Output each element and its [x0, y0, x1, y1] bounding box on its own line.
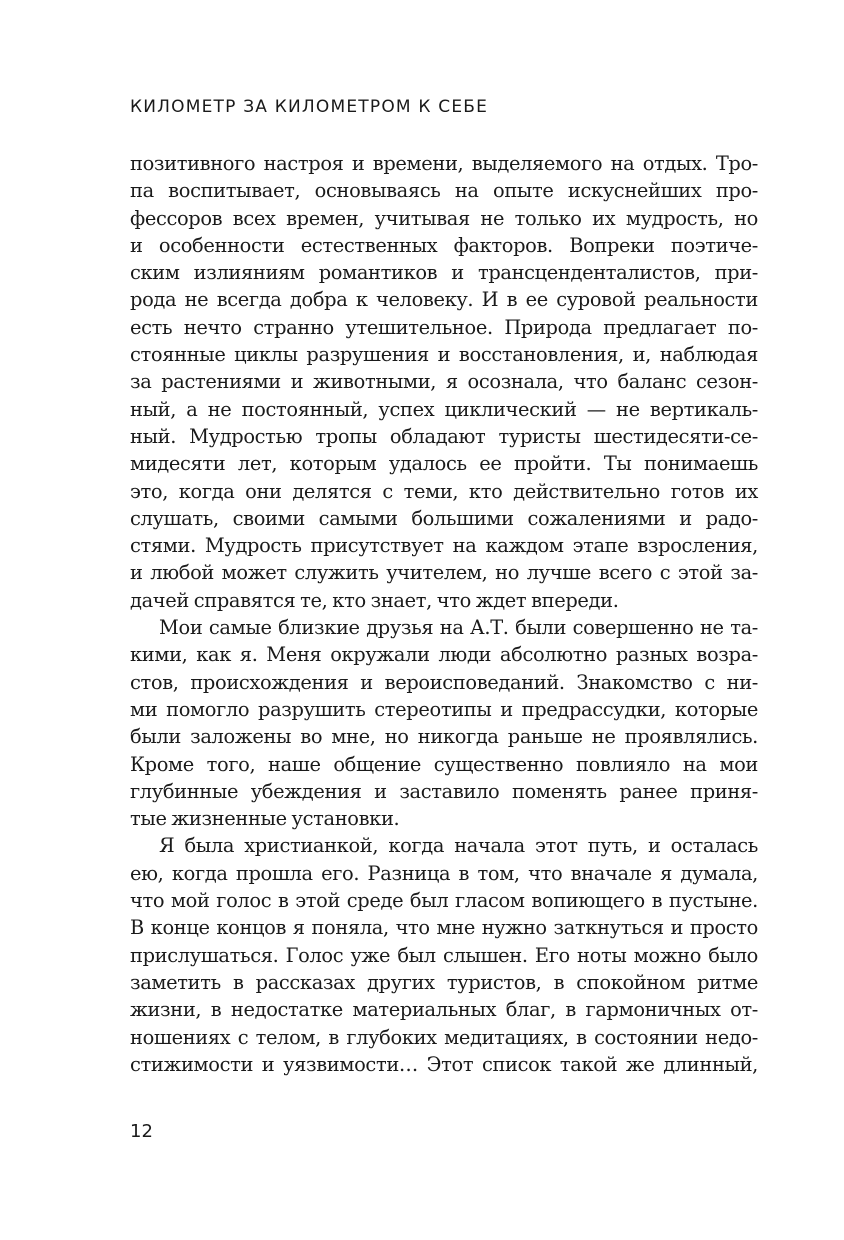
- text-line: ный. Мудростью тропы обладают туристы шестидесяти-се-: [130, 424, 758, 448]
- text-line: за растениями и животными, я осознала, что баланс сезон-: [130, 370, 758, 394]
- text-line: фессоров всех времен, учитывая не только их мудрость, но: [130, 206, 758, 230]
- text-line: позитивного настроя и времени, выделяемого на отдых. Тро-: [130, 152, 758, 175]
- text-line: что мой голос в этой среде был гласом вопиющего в пустыне.: [130, 889, 758, 913]
- text-line: слушать, своими самыми большими сожалениями и радо-: [130, 506, 758, 530]
- text-line: жизни, в недостатке материальных благ, в гармоничных от-: [130, 998, 758, 1022]
- text-line: рода не всегда добра к человеку. И в ее суровой реальности: [130, 288, 758, 312]
- text-line: ми помогло разрушить стереотипы и предрассудки, которые: [130, 697, 758, 721]
- text-line: стоянные циклы разрушения и восстановления, и, наблюдая: [130, 343, 758, 367]
- page-number: 12: [130, 1121, 153, 1142]
- text-line: ный, а не постоянный, успех циклический — не вертикаль-: [130, 397, 758, 421]
- text-line: и особенности естественных факторов. Вопреки поэтиче-: [130, 233, 758, 257]
- text-line: были заложены во мне, но никогда раньше не проявлялись.: [130, 725, 758, 749]
- text-line: и любой может служить учителем, но лучше всего с этой за-: [130, 561, 758, 585]
- running-head: КИЛОМЕТР ЗА КИЛОМЕТРОМ К СЕБЕ: [130, 97, 489, 117]
- text-line: это, когда они делятся с теми, кто действительно готов их: [130, 479, 758, 503]
- text-line: глубинные убеждения и заставило поменять ранее приня-: [130, 779, 758, 803]
- text-line: ским излияниям романтиков и трансценденталистов, при-: [130, 261, 758, 285]
- text-line-paragraph-start: Мои самые близкие друзья на А.Т. были совершенно не та-: [159, 616, 758, 640]
- body-text: [130, 150, 758, 1078]
- text-line: ею, когда прошла его. Разница в том, что вначале я думала,: [130, 861, 758, 885]
- text-line-paragraph-end: дачей справятся те, кто знает, что ждет впереди.: [130, 588, 619, 612]
- text-line-paragraph-start: Я была христианкой, когда начала этот путь, и осталась: [159, 834, 758, 858]
- text-line: па воспитывает, основываясь на опыте искуснейших про-: [130, 179, 758, 203]
- text-line: стями. Мудрость присутствует на каждом этапе взросления,: [130, 534, 758, 558]
- text-line: есть нечто странно утешительное. Природа предлагает по-: [130, 315, 758, 339]
- text-line: мидесяти лет, которым удалось ее пройти. Ты понимаешь: [130, 452, 758, 476]
- text-line: В конце концов я поняла, что мне нужно заткнуться и просто: [130, 916, 758, 940]
- text-line: заметить в рассказах других туристов, в спокойном ритме: [130, 970, 758, 994]
- text-line: ношениях с телом, в глубоких медитациях, в состоянии недо-: [130, 1025, 758, 1049]
- text-line: стов, происхождения и вероисповеданий. Знакомство с ни-: [130, 670, 758, 694]
- text-line: Кроме того, наше общение существенно повлияло на мои: [130, 752, 758, 776]
- text-line: кими, как я. Меня окружали люди абсолютно разных возра-: [130, 643, 758, 667]
- text-line-paragraph-end: тые жизненные установки.: [130, 807, 400, 831]
- text-line: прислушаться. Голос уже был слышен. Его ноты можно было: [130, 943, 758, 967]
- text-line: стижимости и уязвимости… Этот список такой же длинный,: [130, 1052, 758, 1076]
